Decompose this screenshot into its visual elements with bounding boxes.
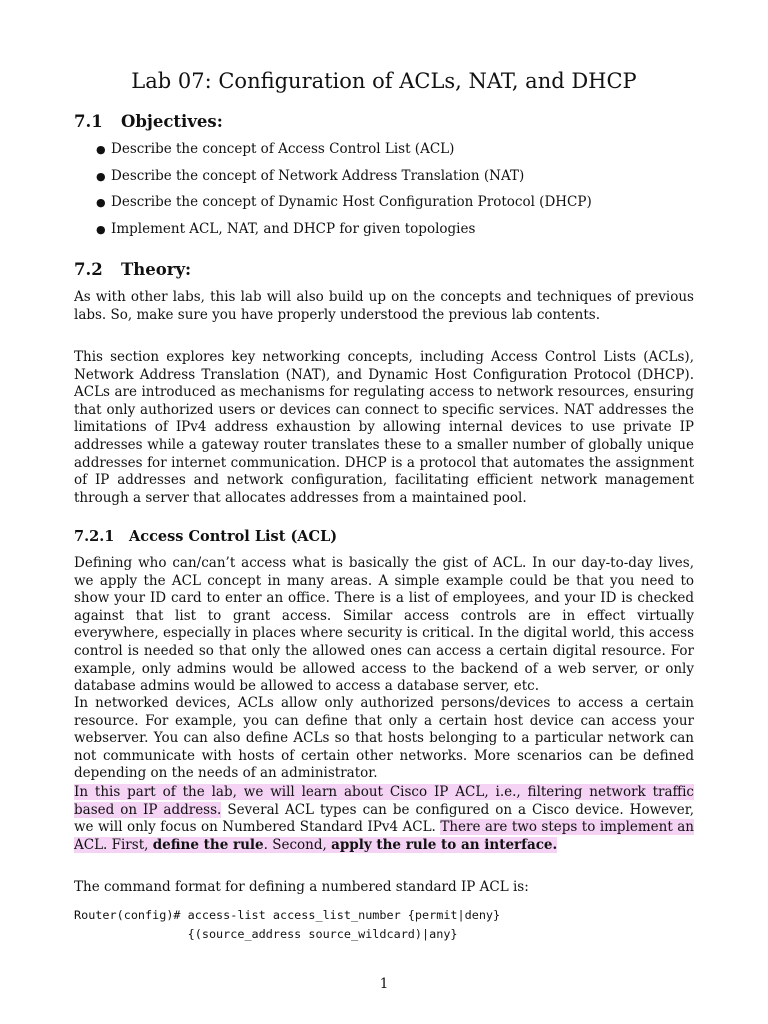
code-line: Router(config)# access-list access_list_number {permit|deny} bbox=[74, 908, 501, 922]
section-number: 7.1 bbox=[74, 112, 103, 131]
bold-text: apply the rule to an interface. bbox=[331, 836, 558, 853]
theory-overview-paragraph: This section explores key networking concepts, including Access Control Lists (ACLs), Network Address Translation (NAT), and Dynamic Host Configuration Protocol (DHCP). ACLs are introduced as mechanisms for regulating access to network resources, ensuring that only authorized users or devices can connect to specific services. NAT addresses the limitations of IPv4 address exhaustion by allowing internal devices to use private IP addresses while a gateway router translates these to a smaller number of globally unique addresses for internet communication. DHCP is a protocol that automates the assignment of IP addresses and network configuration, facilitating efficient network management through a server that allocates addresses from a maintained pool. bbox=[74, 349, 694, 506]
theory-intro-paragraph: As with other labs, this lab will also build up on the concepts and techniques of previous labs. So, make sure you have properly understood the previous lab contents. bbox=[74, 289, 694, 323]
section-title: Objectives: bbox=[121, 112, 223, 131]
highlighted-text: There are two steps to implement an ACL. First, define the rule. Second, apply the rule to an interface. bbox=[74, 819, 695, 853]
section-heading-objectives bbox=[74, 111, 223, 133]
list-item: ● Describe the concept of Dynamic Host Configuration Protocol (DHCP) bbox=[96, 192, 592, 219]
acl-paragraph-2: In networked devices, ACLs allow only authorized persons/devices to access a certain resource. For example, you can define that only a certain host device can access your webserver. You can also define ACLs so that hosts belonging to a particular network can not communicate with hosts of certain other networks. More scenarios can be defined depending on the needs of an administrator. bbox=[74, 695, 694, 782]
subsection-number: 7.2.1 bbox=[74, 528, 115, 545]
objectives-list bbox=[96, 139, 592, 245]
section-title: Theory: bbox=[121, 260, 192, 279]
code-line: {(source_address source_wildcard)|any} bbox=[74, 927, 458, 941]
command-intro: The command format for defining a numbered standard IP ACL is: bbox=[74, 879, 529, 895]
section-heading-theory bbox=[74, 259, 191, 281]
acl-paragraph-1: Defining who can/can’t access what is basically the gist of ACL. In our day-to-day lives, we apply the ACL concept in many areas. A simple example could be that you need to show your ID card to enter an office. There is a list of employees, and your ID is checked against that list to grant access. Similar access controls are in effect virtually everywhere, especially in places where security is critical. In the digital world, this access control is needed so that only the allowed ones can access a certain digital resource. For example, only admins would be allowed access to the backend of a web server, or only database admins would be allowed to access a database server, etc. bbox=[74, 555, 694, 695]
bullet-icon: ● bbox=[96, 196, 106, 209]
bullet-icon: ● bbox=[96, 222, 106, 236]
bullet-icon: ● bbox=[96, 169, 106, 183]
acl-paragraph-3: In this part of the lab, we will learn about Cisco IP ACL, i.e., filtering network traffic based on IP address. Several ACL types can be configured on a Cisco device. However, we will only focus on Numbered Standard IPv4 ACL. There are two steps to implement an ACL. First, define the rule. Second, apply the rule to an interface. bbox=[74, 784, 695, 853]
section-number: 7.2 bbox=[74, 260, 103, 279]
subsection-title: Access Control List (ACL) bbox=[129, 528, 338, 545]
subsection-heading-acl bbox=[74, 527, 337, 547]
list-item: ● Describe the concept of Access Control List (ACL) bbox=[96, 139, 592, 166]
list-item: ● Describe the concept of Network Address Translation (NAT) bbox=[96, 166, 592, 193]
page-number: 1 bbox=[379, 976, 389, 992]
list-item: ● Implement ACL, NAT, and DHCP for given topologies bbox=[96, 219, 592, 246]
bold-text: define the rule bbox=[152, 836, 264, 853]
bullet-icon: ● bbox=[96, 143, 106, 156]
highlighted-text: In this part of the lab, we will learn about Cisco IP ACL, i.e., filtering network traffic based on IP address. bbox=[74, 784, 694, 818]
document-title: Lab 07: Configuration of ACLs, NAT, and DHCP bbox=[131, 69, 637, 93]
